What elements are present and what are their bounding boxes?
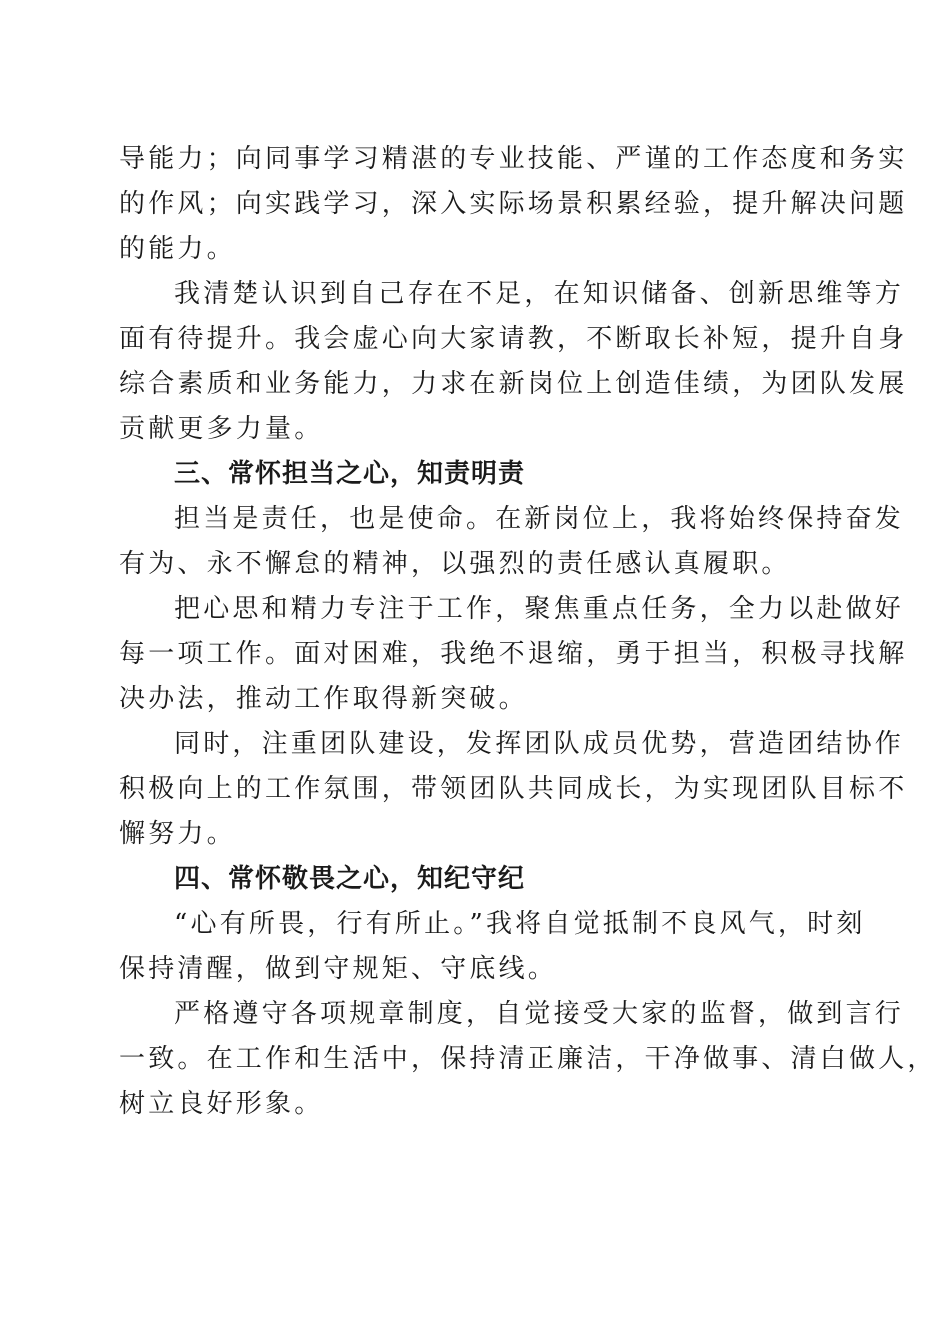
paragraph-line: “心有所畏，行有所止。”我将自觉抵制不良风气，时刻: [174, 909, 866, 939]
paragraph-line: 积极向上的工作氛围，带领团队共同成长，为实现团队目标不: [119, 774, 908, 804]
paragraph-line: 保持清醒，做到守规矩、守底线。: [119, 954, 558, 984]
section-heading: [119, 857, 831, 902]
paragraph-line: 严格遵守各项规章制度，自觉接受大家的监督，做到言行: [174, 999, 905, 1029]
paragraph-line: 决办法，推动工作取得新突破。: [119, 684, 528, 714]
paragraph-line: 贡献更多力量。: [119, 414, 324, 444]
section-heading: [119, 452, 831, 497]
paragraph-line: 把心思和精力专注于工作，聚焦重点任务，全力以赴做好: [174, 594, 905, 624]
paragraph-line: 综合素质和业务能力，力求在新岗位上创造佳绩，为团队发展: [119, 369, 908, 399]
paragraph-line: 一致。在工作和生活中，保持清正廉洁，干净做事、清白做人，: [119, 1044, 937, 1074]
paragraph: [119, 587, 908, 722]
paragraph-line: 担当是责任，也是使命。在新岗位上，我将始终保持奋发: [174, 504, 905, 534]
paragraph: [119, 722, 908, 857]
paragraph: [119, 272, 908, 452]
paragraph-line: 懈努力。: [119, 819, 236, 849]
paragraph: [119, 992, 937, 1127]
paragraph: [119, 497, 905, 587]
paragraph: [119, 902, 866, 992]
paragraph-line: 面有待提升。我会虚心向大家请教，不断取长补短，提升自身: [119, 324, 908, 354]
paragraph-line: 我清楚认识到自己存在不足，在知识储备、创新思维等方: [174, 279, 905, 309]
paragraph-line: 导能力；向同事学习精湛的专业技能、严谨的工作态度和务实: [119, 144, 908, 174]
paragraph-line: 的能力。: [119, 234, 236, 264]
paragraph-line: 每一项工作。面对困难，我绝不退缩，勇于担当，积极寻找解: [119, 639, 908, 669]
document-body: [119, 137, 937, 1127]
section-heading-text: 三、常怀担当之心，知责明责: [174, 459, 526, 489]
section-heading-text: 四、常怀敬畏之心，知纪守纪: [174, 864, 526, 894]
paragraph: [119, 137, 908, 272]
paragraph-line: 有为、永不懈怠的精神，以强烈的责任感认真履职。: [119, 549, 791, 579]
paragraph-line: 同时，注重团队建设，发挥团队成员优势，营造团结协作: [174, 729, 905, 759]
paragraph-line: 树立良好形象。: [119, 1089, 324, 1119]
paragraph-line: 的作风；向实践学习，深入实际场景积累经验，提升解决问题: [119, 189, 908, 219]
